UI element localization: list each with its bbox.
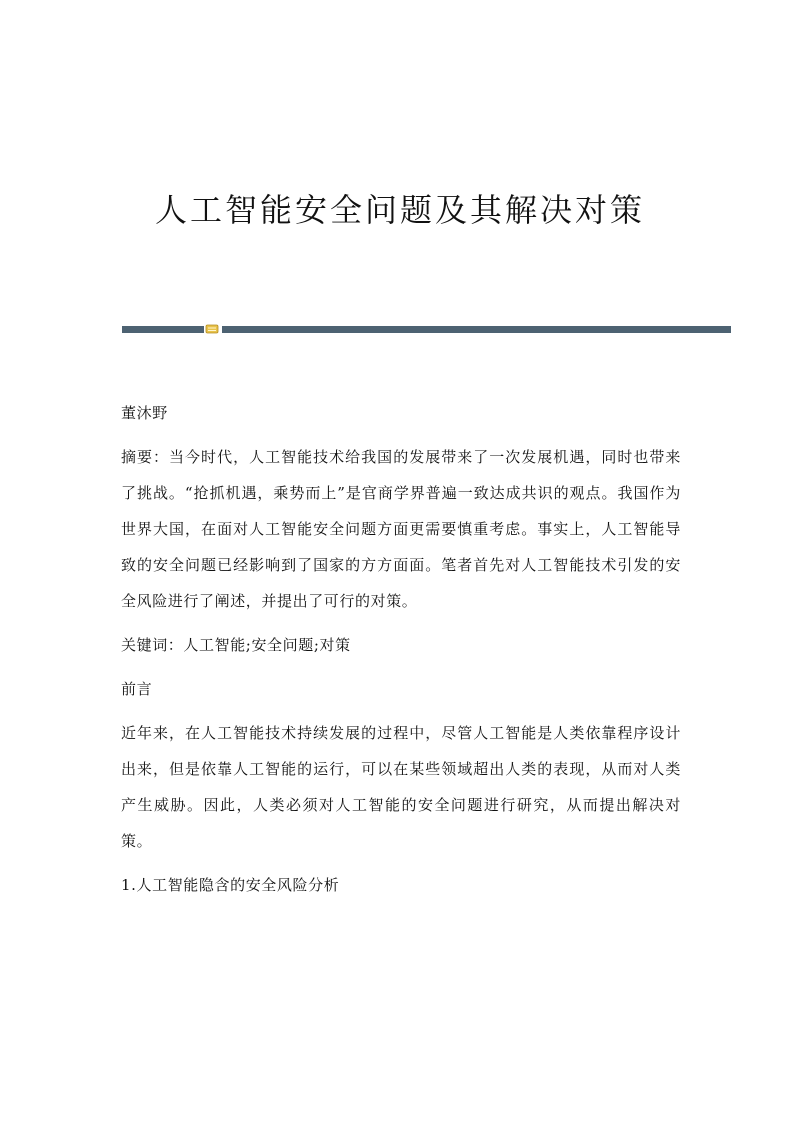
title-divider-left	[122, 326, 204, 333]
preface-paragraph: 近年来，在人工智能技术持续发展的过程中，尽管人工智能是人类依靠程序设计出来，但是依靠人工智能的运行，可以在某些领域超出人类的表现，从而对人类产生威胁。因此，人类必须对人工智能的安全问题进行研究，从而提出解决对策。	[121, 724, 681, 850]
preface-heading: 前言	[121, 680, 153, 698]
title-divider-right	[222, 326, 731, 333]
abstract-paragraph: 摘要：当今时代，人工智能技术给我国的发展带来了一次发展机遇，同时也带来了挑战。“抢抓机遇，乘势而上”是官商学界普遍一致达成共识的观点。我国作为世界大国，在面对人工智能安全问题方面更需要慎重考虑。事实上，人工智能导致的安全问题已经影响到了国家的方方面面。笔者首先对人工智能技术引发的安全风险进行了阐述，并提出了可行的对策。	[121, 448, 681, 610]
document-title: 人工智能安全问题及其解决对策	[154, 191, 645, 229]
decorative-badge-icon	[205, 324, 219, 334]
keywords-line: 关键词：人工智能;安全问题;对策	[121, 636, 351, 654]
author-name: 董沐野	[121, 404, 168, 422]
document-body	[121, 395, 681, 903]
section-heading-1: 1.人工智能隐含的安全风险分析	[121, 876, 340, 894]
